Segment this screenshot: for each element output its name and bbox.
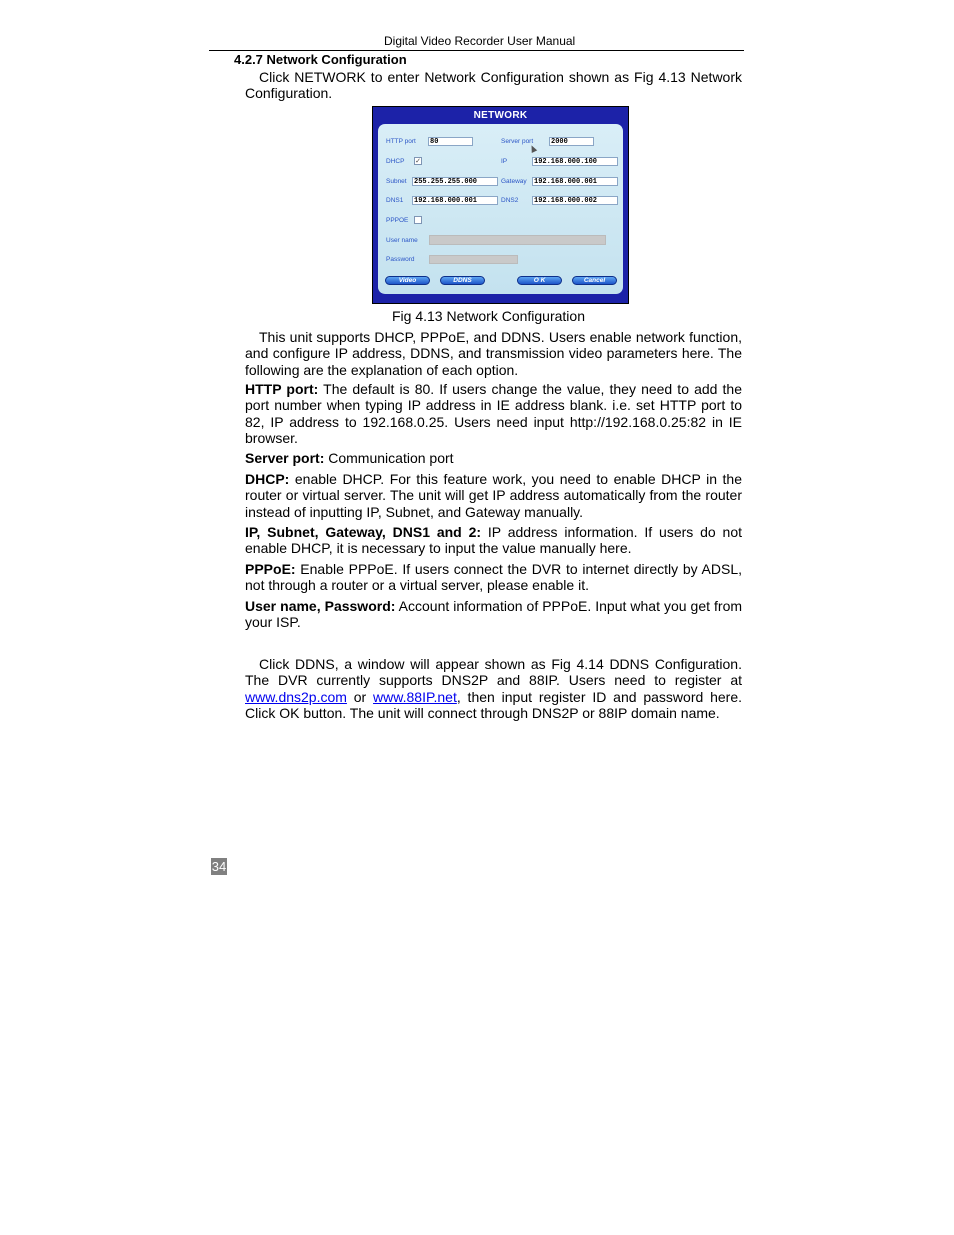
ddns-text-1: Click DDNS, a window will appear shown as Fig 4.14 DDNS Configuration. The DVR currently supports DNS2P and 88IP. Users need to register at: [245, 656, 742, 689]
def-term: Server port:: [245, 450, 325, 466]
def-text: Communication port: [328, 450, 454, 466]
ddns-text-3: , then input register ID and password here. Click OK button. The unit will connect through DNS2P or 88IP domain name.: [245, 688, 742, 722]
ddns-button[interactable]: DDNS: [440, 276, 485, 285]
video-button[interactable]: Video: [385, 276, 430, 285]
dns2-field[interactable]: 192.168.000.002: [532, 196, 618, 205]
figure-caption: Fig 4.13 Network Configuration: [392, 308, 585, 324]
ok-button[interactable]: O K: [517, 276, 562, 285]
pppoe-label: PPPOE: [386, 217, 409, 224]
def-term: HTTP port:: [245, 381, 319, 397]
def-http-port: [245, 381, 742, 447]
dns1-field[interactable]: 192.168.000.001: [412, 196, 498, 205]
def-server-port: [245, 450, 742, 466]
running-header: Digital Video Recorder User Manual: [384, 34, 576, 48]
username-label: User name: [386, 237, 418, 244]
def-term: PPPoE:: [245, 561, 296, 577]
def-text: Account information of PPPoE. Input what you get from your ISP.: [245, 598, 743, 631]
http-port-field[interactable]: 80: [428, 137, 473, 146]
dns2p-link[interactable]: www.dns2p.com: [245, 688, 347, 705]
def-text: Enable PPPoE. If users connect the DVR to internet directly by ADSL, not through a router or a virtual server, please enable it.: [245, 561, 743, 594]
dialog-title: NETWORK: [473, 110, 528, 121]
header-rule: [209, 50, 744, 51]
subnet-field[interactable]: 255.255.255.000: [412, 177, 498, 186]
subnet-label: Subnet: [386, 178, 407, 185]
username-field[interactable]: [429, 235, 606, 245]
dialog-panel: [378, 124, 623, 294]
def-text: The default is 80. If users change the value, they need to add the port number when typing IP address in IE address blank. i.e. set HTTP port to 82, IP address to 192.168.0.25. Users need input http://192.168.0.25:82 in IE browser.: [245, 381, 742, 447]
dns1-label: DNS1: [386, 197, 404, 204]
dhcp-checkbox[interactable]: ✓: [415, 158, 421, 165]
gateway-label: Gateway: [501, 178, 527, 185]
ddns-text-2: or: [353, 688, 367, 705]
ip-label: IP: [501, 158, 508, 165]
def-text: enable DHCP. For this feature work, you need to enable DHCP in the router or virtual server. The unit will get IP address automatically from the router instead of inputting IP, Subnet, and Gateway manually.: [245, 471, 743, 520]
page-number: 34: [211, 859, 227, 874]
def-term: IP, Subnet, Gateway, DNS1 and 2:: [245, 524, 482, 540]
def-pppoe: [245, 561, 742, 594]
http-port-label: HTTP port: [386, 138, 416, 145]
def-user-password: [245, 598, 742, 631]
def-ip-subnet: [245, 524, 742, 557]
def-text: IP address information. If users do not enable DHCP, it is necessary to input the value manually here.: [245, 524, 743, 557]
pppoe-checkbox[interactable]: [414, 216, 422, 224]
intro-paragraph: Click NETWORK to enter Network Configuration shown as Fig 4.13 Network Configuration.: [245, 69, 742, 102]
support-paragraph: This unit supports DHCP, PPPoE, and DDNS. Users enable network function, and configure IP address, DDNS, and transmission video parameters here. The following are the explanation of each option.: [245, 329, 742, 378]
ddns-paragraph: [245, 656, 742, 722]
mouse-cursor-icon: [529, 144, 537, 153]
password-field[interactable]: [429, 255, 518, 264]
gateway-field[interactable]: 192.168.000.001: [532, 177, 618, 186]
88ip-link[interactable]: www.88IP.net: [373, 688, 457, 705]
def-dhcp: [245, 471, 742, 520]
network-dialog-figure: [372, 106, 629, 304]
dhcp-label: DHCP: [386, 158, 405, 165]
server-port-field[interactable]: 2000: [549, 137, 594, 146]
dns2-label: DNS2: [501, 197, 519, 204]
section-heading: 4.2.7 Network Configuration: [234, 52, 407, 67]
server-port-label: Server port: [501, 138, 534, 145]
password-label: Password: [386, 256, 415, 263]
def-term: DHCP:: [245, 471, 290, 487]
cancel-button[interactable]: Cancel: [572, 276, 617, 285]
ip-field[interactable]: 192.168.000.100: [532, 157, 618, 166]
def-term: User name, Password:: [245, 598, 396, 614]
